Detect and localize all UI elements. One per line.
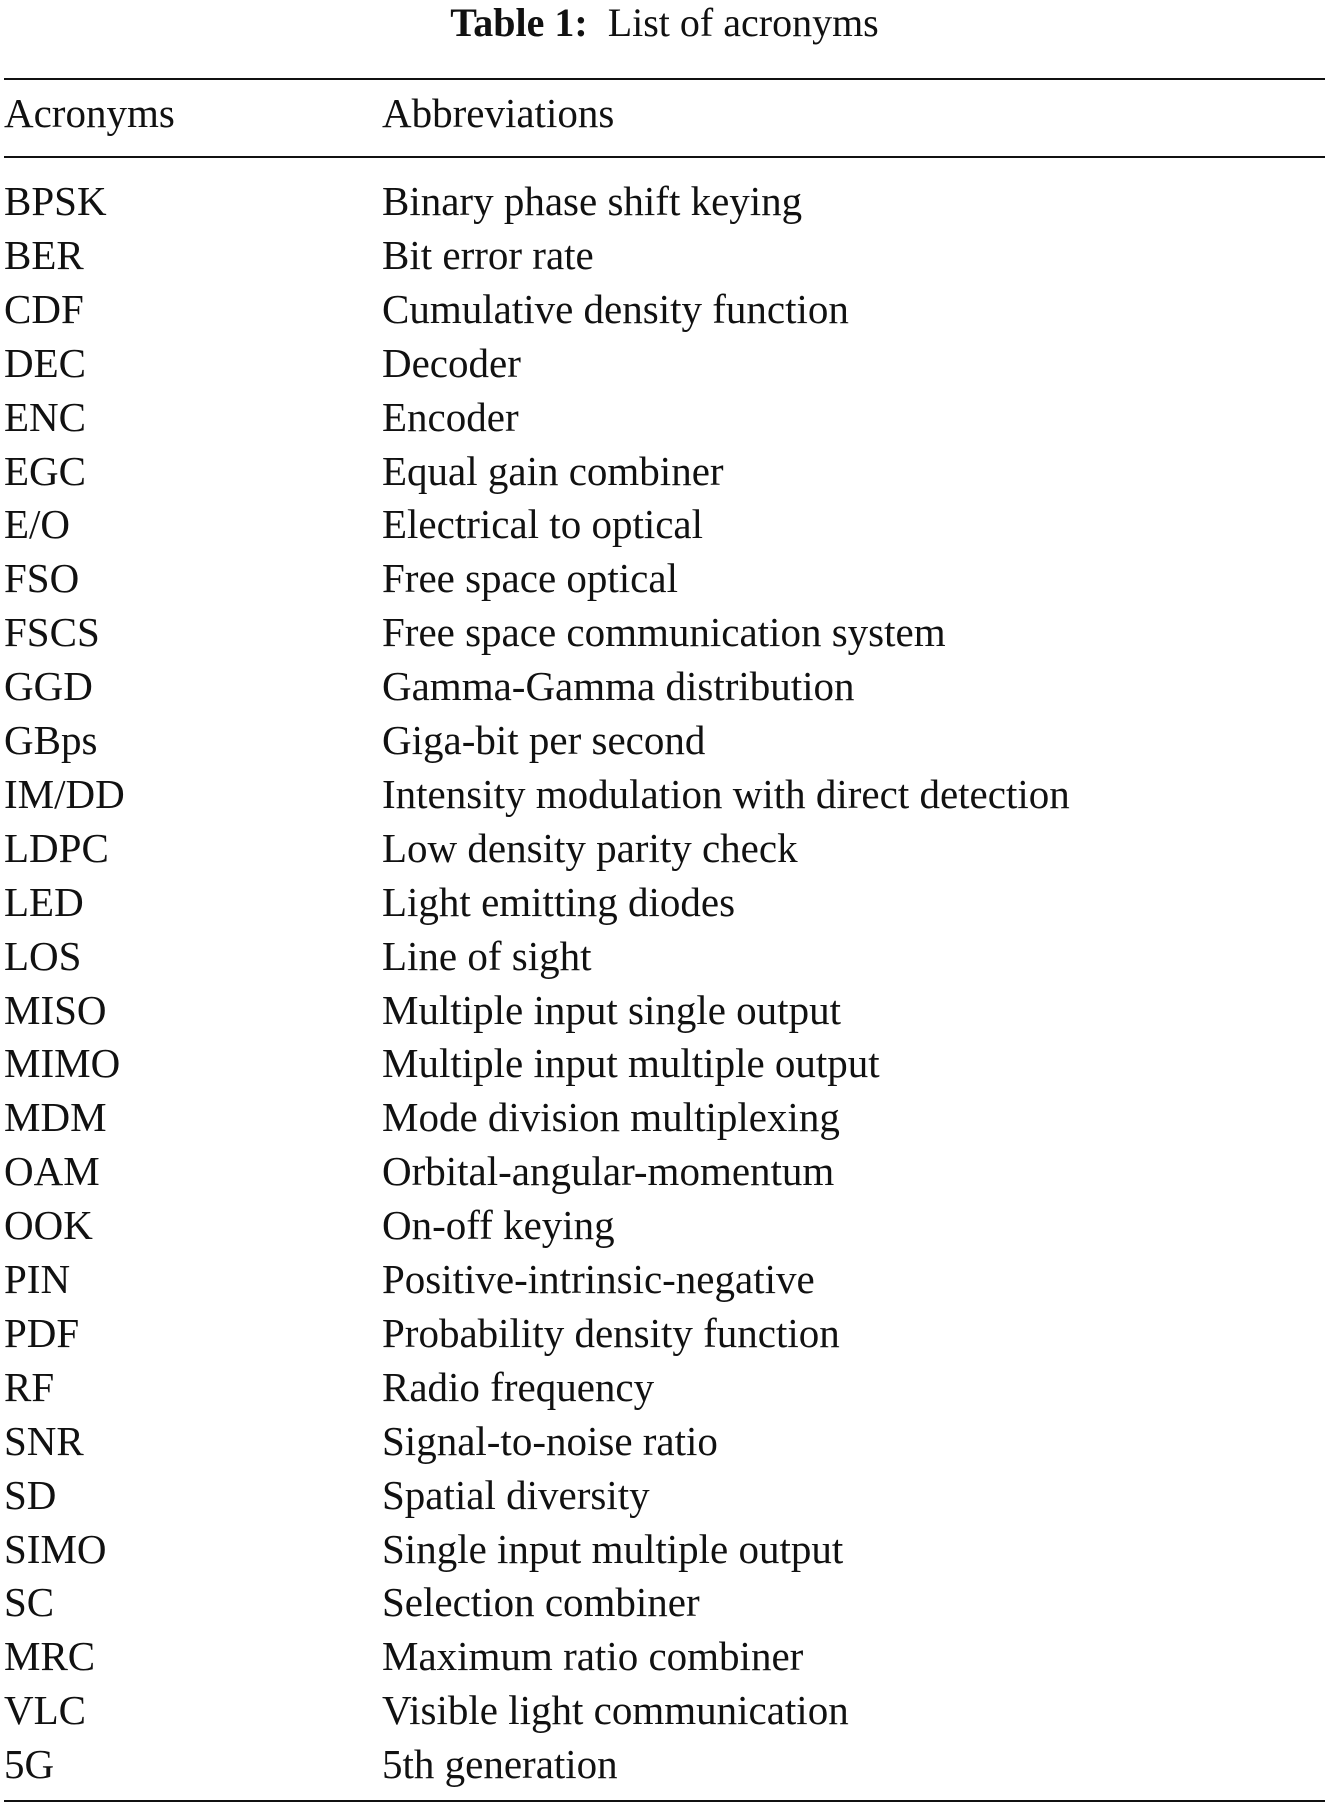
table-row <box>0 1252 1329 1306</box>
table-row <box>0 929 1329 983</box>
acronym-cell: ENC <box>4 394 86 440</box>
table-row <box>0 336 1329 390</box>
acronym-cell: LED <box>4 879 84 925</box>
acronym-cell: PDF <box>4 1310 80 1356</box>
table-row <box>0 1306 1329 1360</box>
abbreviation-cell: Giga-bit per second <box>382 717 706 763</box>
abbreviation-cell: Binary phase shift keying <box>382 178 803 224</box>
acronym-cell: SIMO <box>4 1526 107 1572</box>
abbreviation-cell: Equal gain combiner <box>382 448 724 494</box>
acronym-cell: LOS <box>4 933 82 979</box>
acronym-cell: EGC <box>4 448 86 494</box>
acronym-cell: SNR <box>4 1418 84 1464</box>
table-row <box>0 821 1329 875</box>
table-row <box>0 659 1329 713</box>
table-row <box>0 1575 1329 1629</box>
abbreviation-cell: Bit error rate <box>382 232 594 278</box>
abbreviation-cell: Line of sight <box>382 933 592 979</box>
abbreviation-cell: Multiple input multiple output <box>382 1040 880 1086</box>
abbreviation-cell: Intensity modulation with direct detection <box>382 771 1070 817</box>
acronym-cell: MIMO <box>4 1040 121 1086</box>
table-row <box>0 1414 1329 1468</box>
acronym-cell: LDPC <box>4 825 109 871</box>
table-row <box>0 1360 1329 1414</box>
table-row <box>0 1522 1329 1576</box>
acronym-cell: OAM <box>4 1148 100 1194</box>
abbreviation-cell: Spatial diversity <box>382 1472 650 1518</box>
table-caption-text: List of acronyms <box>607 0 879 45</box>
acronym-cell: SC <box>4 1579 55 1625</box>
table-row <box>0 1629 1329 1683</box>
acronym-cell: MISO <box>4 987 107 1033</box>
table-top-rule <box>4 78 1325 80</box>
table-row <box>0 551 1329 605</box>
acronym-cell: SD <box>4 1472 57 1518</box>
table-row <box>0 713 1329 767</box>
abbreviation-cell: Encoder <box>382 394 519 440</box>
table-row <box>0 875 1329 929</box>
abbreviation-cell: Maximum ratio combiner <box>382 1633 804 1679</box>
abbreviation-cell: Light emitting diodes <box>382 879 736 925</box>
acronym-cell: FSO <box>4 555 80 601</box>
acronym-cell: E/O <box>4 501 71 547</box>
table-row <box>0 1737 1329 1791</box>
abbreviation-cell: Selection combiner <box>382 1579 700 1625</box>
table-row <box>0 174 1329 228</box>
abbreviation-cell: Visible light communication <box>382 1687 849 1733</box>
acronym-cell: FSCS <box>4 609 100 655</box>
table-row <box>0 444 1329 498</box>
table-row <box>0 228 1329 282</box>
table-row <box>0 390 1329 444</box>
table-row <box>0 1144 1329 1198</box>
acronym-cell: RF <box>4 1364 55 1410</box>
table-header-rule <box>4 156 1325 158</box>
abbreviation-cell: Free space optical <box>382 555 678 601</box>
table-row <box>0 497 1329 551</box>
abbreviation-cell: On-off keying <box>382 1202 615 1248</box>
abbreviation-cell: Electrical to optical <box>382 501 704 547</box>
table-caption <box>0 0 1329 46</box>
table-row <box>0 1468 1329 1522</box>
table-header-row <box>0 86 1329 140</box>
table-row <box>0 1198 1329 1252</box>
abbreviation-cell: Gamma-Gamma distribution <box>382 663 855 709</box>
abbreviation-cell: Positive-intrinsic-negative <box>382 1256 815 1302</box>
abbreviation-cell: Cumulative density function <box>382 286 849 332</box>
abbreviation-cell: Radio frequency <box>382 1364 655 1410</box>
table-row <box>0 605 1329 659</box>
acronym-cell: BER <box>4 232 84 278</box>
acronym-cell: DEC <box>4 340 86 386</box>
abbreviation-cell: Multiple input single output <box>382 987 841 1033</box>
acronym-cell: CDF <box>4 286 84 332</box>
abbreviation-cell: Probability density function <box>382 1310 840 1356</box>
abbreviation-cell: 5th generation <box>382 1741 618 1787</box>
abbreviation-cell: Single input multiple output <box>382 1526 844 1572</box>
acronym-cell: GBps <box>4 717 98 763</box>
table-caption-label: Table 1: <box>450 0 588 45</box>
table-row <box>0 1090 1329 1144</box>
abbreviation-cell: Mode division multiplexing <box>382 1094 840 1140</box>
acronym-cell: GGD <box>4 663 93 709</box>
acronym-cell: OOK <box>4 1202 93 1248</box>
abbreviation-cell: Orbital-angular-momentum <box>382 1148 835 1194</box>
abbreviation-cell: Decoder <box>382 340 521 386</box>
abbreviation-cell: Free space communication system <box>382 609 946 655</box>
acronym-cell: MDM <box>4 1094 107 1140</box>
acronym-cell: VLC <box>4 1687 86 1733</box>
acronym-cell: IM/DD <box>4 771 125 817</box>
abbreviation-cell: Low density parity check <box>382 825 798 871</box>
table-row <box>0 983 1329 1037</box>
header-abbreviations: Abbreviations <box>382 90 615 136</box>
table-row <box>0 1683 1329 1737</box>
table-row <box>0 282 1329 336</box>
abbreviation-cell: Signal-to-noise ratio <box>382 1418 718 1464</box>
acronym-cell: PIN <box>4 1256 71 1302</box>
header-acronyms: Acronyms <box>4 90 175 136</box>
table-row <box>0 1036 1329 1090</box>
acronym-cell: 5G <box>4 1741 55 1787</box>
acronym-cell: MRC <box>4 1633 96 1679</box>
table-bottom-rule <box>4 1800 1325 1802</box>
table-row <box>0 767 1329 821</box>
acronym-cell: BPSK <box>4 178 107 224</box>
